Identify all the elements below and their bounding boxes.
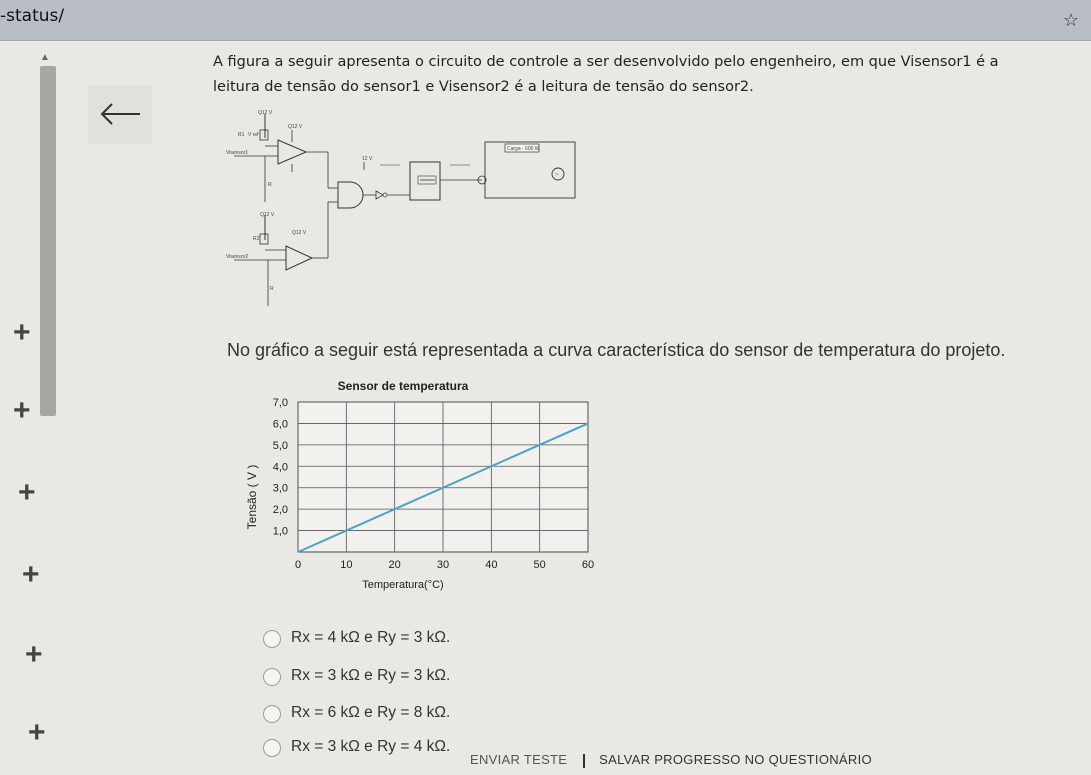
option-label: Rx = 3 kΩ e Ry = 3 kΩ.	[291, 667, 451, 684]
radio-button[interactable]	[263, 668, 281, 686]
circuit-label: Visensor2	[226, 254, 249, 260]
url-text[interactable]: -status/	[0, 6, 65, 26]
circuit-label: R	[268, 182, 272, 188]
footer-actions	[470, 752, 872, 768]
plus-icon[interactable]: +	[18, 476, 36, 509]
circuit-label: R	[270, 286, 274, 292]
temperature-sensor-chart	[230, 372, 610, 600]
y-axis-label: Tensão ( V )	[245, 464, 259, 530]
svg-text:~: ~	[555, 172, 559, 178]
y-tick-label: 2,0	[272, 504, 288, 517]
x-tick-label: 30	[436, 559, 450, 571]
y-tick-label: 7,0	[272, 397, 288, 409]
y-tick-label: 1,0	[272, 525, 288, 538]
divider	[583, 754, 585, 768]
plus-icon[interactable]: +	[22, 558, 40, 591]
radio-button[interactable]	[263, 739, 281, 757]
y-tick-label: 6,0	[272, 418, 288, 431]
circuit-label: V ref	[248, 132, 259, 138]
option-label: Rx = 3 kΩ e Ry = 4 kΩ.	[291, 738, 451, 755]
circuit-label: Q12 V	[260, 212, 275, 218]
option-label: Rx = 4 kΩ e Ry = 3 kΩ.	[291, 629, 451, 646]
plus-icon[interactable]: +	[28, 716, 46, 749]
arrow-left-icon	[98, 102, 142, 126]
save-progress-button[interactable]: SALVAR PROGRESSO NO QUESTIONÁRIO	[599, 752, 872, 767]
circuit-label: 12 V	[362, 156, 373, 162]
x-tick-label: 50	[533, 559, 546, 571]
scrollbar-thumb[interactable]	[40, 66, 56, 416]
chart-title: Sensor de temperatura	[337, 379, 469, 393]
x-tick-label: 60	[581, 559, 595, 571]
x-tick-label: 20	[388, 559, 401, 571]
star-icon[interactable]: ☆	[1062, 10, 1079, 30]
chart-intro: No gráfico a seguir está representada a curva característica do sensor de temperatura do projeto.	[227, 340, 1006, 360]
scroll-up-arrow-icon[interactable]: ▲	[40, 52, 50, 63]
circuit-label: Q12 V	[288, 124, 303, 130]
y-tick-label: 5,0	[272, 439, 288, 452]
circuit-label: R1	[238, 132, 245, 138]
circuit-label: Q12 V	[258, 110, 273, 116]
y-tick-label: 4,0	[272, 461, 288, 474]
send-test-button[interactable]: ENVIAR TESTE	[470, 752, 568, 767]
x-tick-label: 0	[294, 559, 302, 571]
x-tick-label: 10	[340, 559, 353, 571]
question-intro: A figura a seguir apresenta o circuito de controle a ser desenvolvido pelo engenheiro, em que Visensor1 é a leitura de tensão do sensor1 e Visensor2 é a leitura de tensão do sensor2.	[213, 54, 999, 95]
circuit-label: Q12 V	[292, 230, 307, 236]
back-button[interactable]	[88, 86, 152, 144]
browser-address-bar[interactable]	[0, 0, 1091, 41]
circuit-label: Carga - 600 W	[507, 146, 540, 152]
circuit-label: Visensor1	[226, 150, 249, 156]
option-label: Rx = 6 kΩ e Ry = 8 kΩ.	[291, 704, 451, 721]
y-tick-label: 3,0	[272, 482, 288, 495]
radio-button[interactable]	[263, 705, 281, 723]
plus-icon[interactable]: +	[25, 638, 43, 671]
circuit-label: R2	[253, 236, 260, 242]
radio-button[interactable]	[263, 630, 281, 648]
x-tick-label: 40	[485, 559, 498, 571]
plus-icon[interactable]: +	[13, 394, 31, 427]
control-circuit-diagram	[220, 110, 580, 320]
plus-icon[interactable]: +	[13, 316, 31, 349]
x-axis-label: Temperatura(°C)	[362, 579, 444, 591]
